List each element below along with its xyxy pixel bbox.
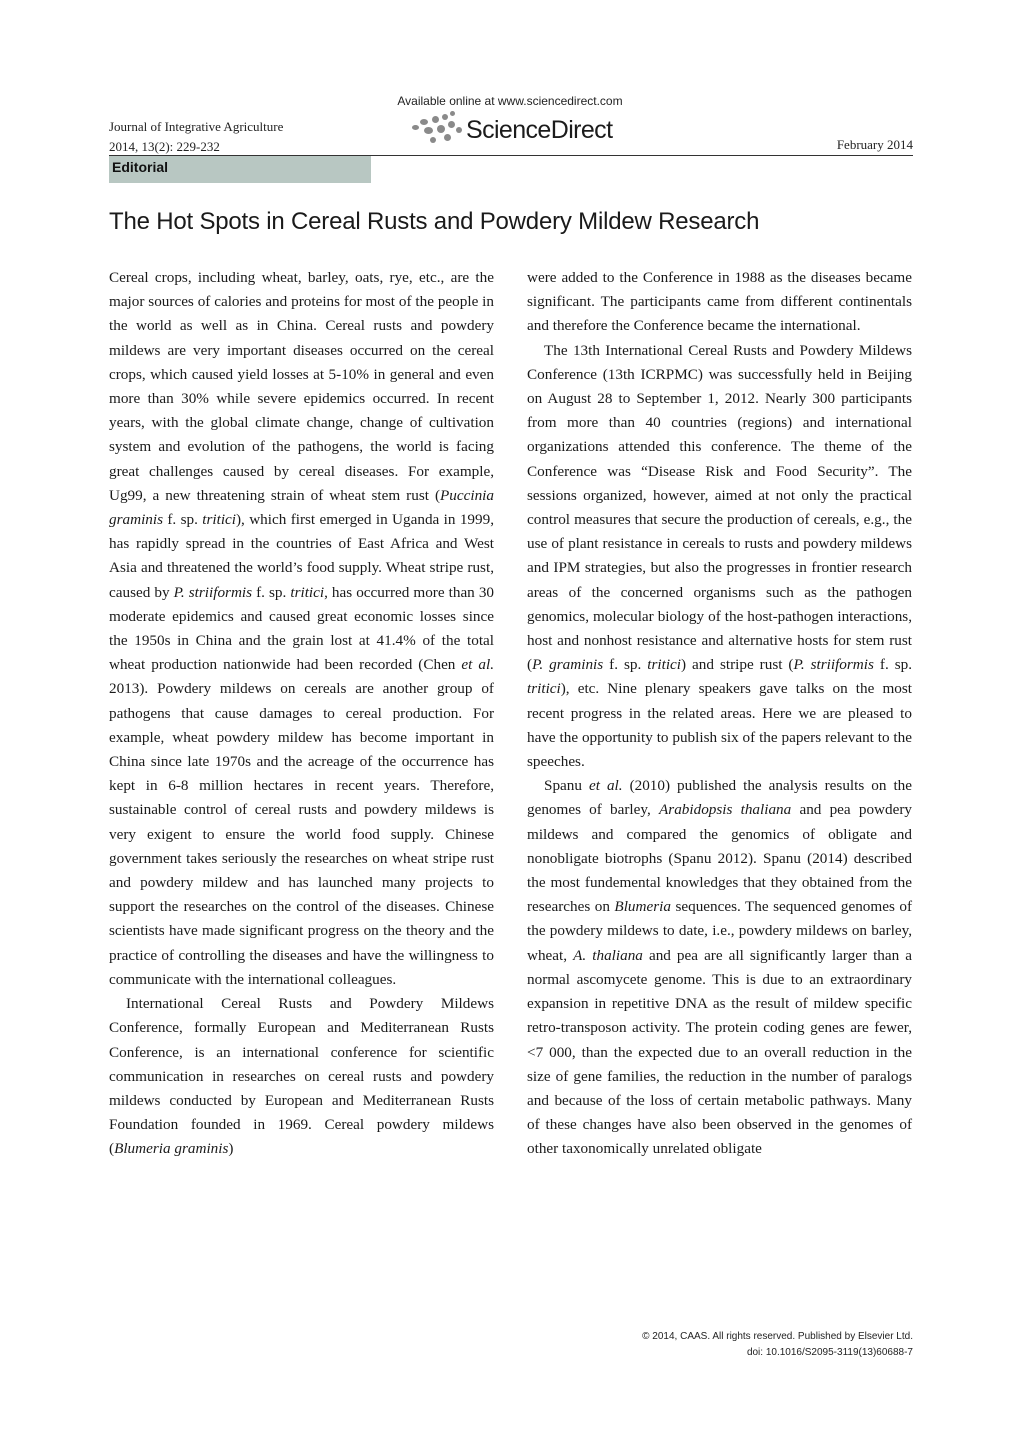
paragraph: Cereal crops, including wheat, barley, oats, rye, etc., are the major sources of calories and proteins for most of the people in the world as well as in China. Cereal rusts and powdery mildews are very important diseases occurred on the cereal crops, which caused yield losses at 5-10% in general and even more than 30% while severe epidemics occurred. In recent years, with the global climate change, change of cultivation system and evolution of the pathogens, the world is facing great challenges caused by cereal diseases. For example, Ug99, a new threatening strain of wheat stem rust (Puccinia graminis f. sp. tritici), which first emerged in Uganda in 1999, has rapidly spread in the countries of East Africa and West Asia and threatened the world’s food supply. Wheat stripe rust, caused by P. striiformis f. sp. tritici, has occurred more than 30 moderate epidemics and caused great economic losses since the 1950s in China and the grain lost at 41.4% of the total wheat production nationwide had been recorded (Chen et al. 2013). Powdery mildews on cereals are another group of pathogens that cause damages to cereal production. For example, wheat powdery mildew has become important in China since late 1970s and the acreage of the occurrence has kept in 6-8 million hectares in recent years. Therefore, sustainable control of cereal rusts and powdery mildews is very exigent to ensure the world food supply. Chinese government takes seriously the researches on wheat stripe rust and powdery mildew and has launched many projects to support the researches on the control of the diseases. Chinese scientists have made significant progress on the theory and the practice of controlling the diseases and have the willingness to communicate with the international colleagues.	[109, 269, 495, 988]
available-online-text: Available online at www.sciencedirect.com	[397, 94, 623, 108]
article-title: The Hot Spots in Cereal Rusts and Powdery Mildew Research	[109, 208, 760, 235]
section-label: Editorial	[109, 156, 371, 183]
doi-link[interactable]: doi: 10.1016/S2095-3119(13)60688-7	[746, 1347, 913, 1358]
publication-date: February 2014	[836, 137, 913, 152]
journal-info	[109, 117, 283, 157]
paragraph: International Cereal Rusts and Powdery Mildews Conference, formally European and Mediterranean Rusts Conference, is an international conference for scientific communication in researches on cereal rusts and powdery mildews conducted by European and Mediterranean Rusts Foundation founded in 1969. Cereal powdery mildews (Blumeria graminis)	[109, 995, 494, 1158]
paragraph: Spanu et al. (2010) published the analysis results on the genomes of barley, Arabidopsis thaliana and pea powdery mildews and compared the genomics of obligate and nonobligate biotrophs (Spanu 2012). Spanu (2014) described the most fundemental knowledges that they obtained from the researches on Blumeria sequences. The sequenced genomes of the powdery mildews to date, i.e., powdery mildews on barley, wheat, A. thaliana and pea are all significantly larger than a normal ascomycete genome. This is due to an extraordinary expansion in repetitive DNA as the result of mildew specific retro-transposon activity. The protein coding genes are fewer, <7 000, than the expected due to an overall reduction in the size of gene families, the reduction in the number of paralogs and because of the loss of certain metabolic pathways. Many of these changes have also been observed in the genomes of other taxonomically unrelated obligate	[527, 777, 913, 1158]
paragraph: were added to the Conference in 1988 as the diseases became significant. The participants came from different continentals and therefore the Conference became the international.	[527, 269, 912, 335]
journal-name: Journal of Integrative Agriculture	[109, 119, 284, 134]
footer	[642, 1329, 913, 1361]
right-column	[527, 266, 912, 1162]
copyright-notice: © 2014, CAAS. All rights reserved. Published by Elsevier Ltd.	[642, 1331, 913, 1342]
sciencedirect-logo	[410, 110, 640, 150]
sciencedirect-wordmark: ScienceDirect	[466, 116, 613, 144]
left-column	[109, 266, 494, 1162]
journal-citation: 2014, 13(2): 229-232	[109, 139, 220, 154]
paragraph: The 13th International Cereal Rusts and Powdery Mildews Conference (13th ICRPMC) was successfully held in Beijing on August 28 to September 1, 2012. Nearly 300 participants from more than 40 countries (regions) and international organizations attended this conference. The theme of the Conference was “Disease Risk and Food Security”. The sessions organized, however, aimed at not only the practical control measures that secure the production of cereals, e.g., the use of plant resistance in cereals to rusts and powdery mildews and IPM strategies, but also the progresses in frontier research areas of the concerned organisms such as the pathogen genomics, molecular biology of the host-pathogen interactions, host and nonhost resistance and alternative hosts for stem rust (P. graminis f. sp. tritici) and stripe rust (P. striiformis f. sp. tritici), etc. Nine plenary speakers gave talks on the most recent progress in the related areas. Here we are pleased to have the opportunity to publish six of the papers relevant to the speeches.	[527, 341, 913, 771]
